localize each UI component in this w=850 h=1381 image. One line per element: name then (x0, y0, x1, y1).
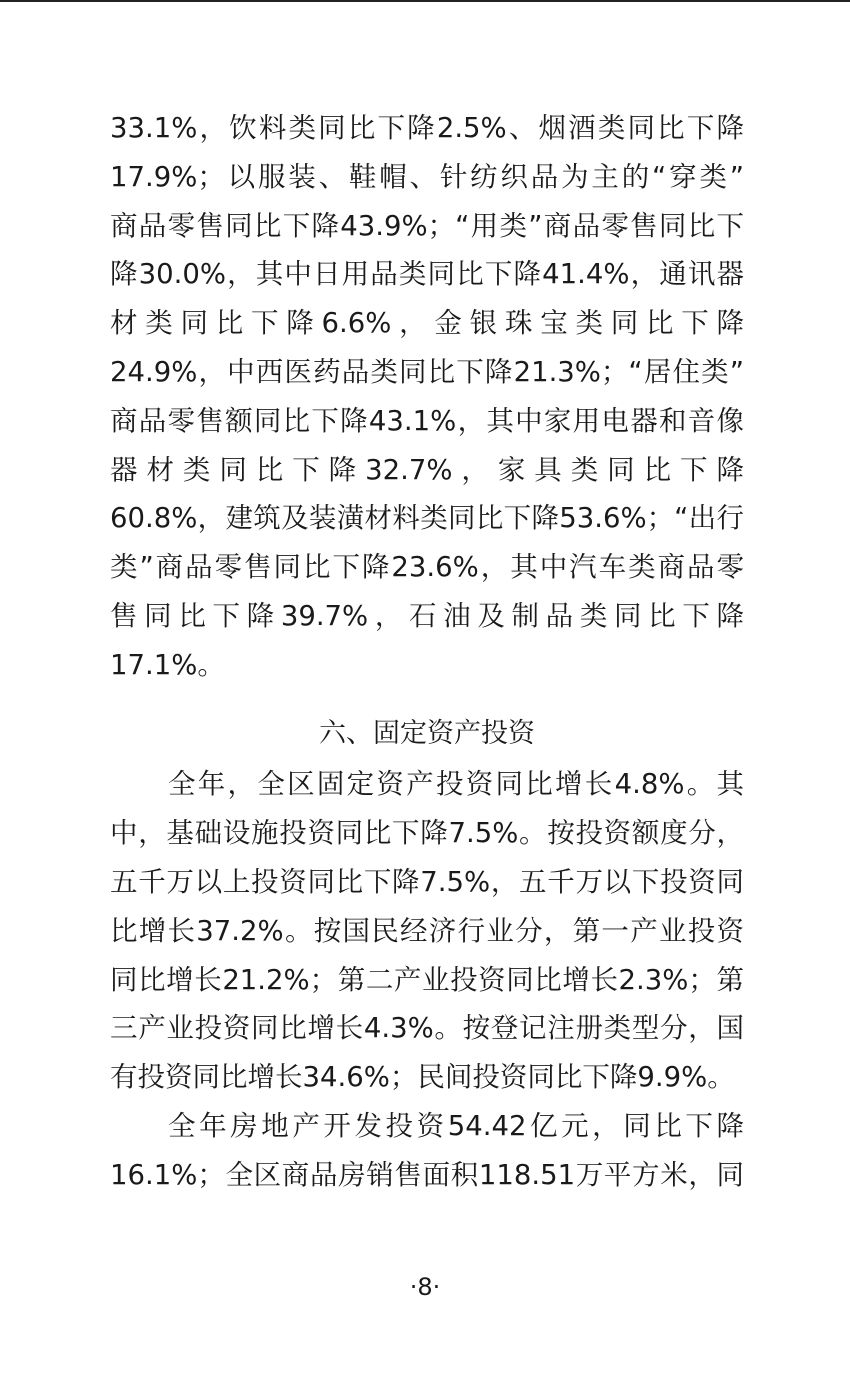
text-line: 24.9%，中西医药品类同比下降21.3%；“居住类” (110, 355, 744, 388)
text-line: 中，基础设施投资同比下降7.5%。按投资额度分， (110, 817, 744, 850)
paragraph-real-estate (110, 1102, 744, 1200)
text-line: 类”商品零售同比下降23.6%，其中汽车类商品零 (110, 551, 744, 584)
document-page-body (110, 104, 744, 1200)
text-line: 60.8%，建筑及装潢材料类同比下降53.6%；“出行 (110, 502, 744, 535)
text-line: 材类同比下降6.6%，金银珠宝类同比下降 (110, 307, 744, 340)
page-number: ·8· (409, 1273, 441, 1301)
text-line: 商品零售额同比下降43.1%，其中家用电器和音像 (110, 404, 744, 437)
text-line: 商品零售同比下降43.9%；“用类”商品零售同比下 (110, 209, 744, 242)
text-line: 器材类同比下降32.7%，家具类同比下降 (110, 453, 744, 486)
text-line: 同比增长21.2%；第二产业投资同比增长2.3%；第 (110, 963, 744, 996)
text-line: 五千万以上投资同比下降7.5%，五千万以下投资同 (110, 865, 744, 898)
text-line: 16.1%；全区商品房销售面积118.51万平方米，同 (110, 1158, 744, 1191)
text-line: 降30.0%，其中日用品类同比下降41.4%，通讯器 (110, 258, 744, 291)
text-line: 17.9%；以服装、鞋帽、针纺织品为主的“穿类” (110, 160, 744, 193)
top-border-rule (0, 0, 850, 2)
text-line: 全年，全区固定资产投资同比增长4.8%。其 (168, 768, 744, 801)
text-line: 比增长37.2%。按国民经济行业分，第一产业投资 (110, 914, 744, 947)
paragraph-fixed-asset-investment (110, 760, 744, 1102)
text-line: 17.1%。 (110, 648, 225, 681)
text-line: 售同比下降39.7%，石油及制品类同比下降 (110, 599, 744, 632)
text-line: 三产业投资同比增长4.3%。按登记注册类型分，国 (110, 1012, 744, 1045)
paragraph-retail-continued (110, 104, 744, 690)
text-line: 有投资同比增长34.6%；民间投资同比下降9.9%。 (110, 1061, 735, 1094)
section-heading: 六、固定资产投资 (319, 717, 535, 749)
text-line: 全年房地产开发投资54.42亿元，同比下降 (168, 1109, 744, 1142)
text-line: 33.1%，饮料类同比下降2.5%、烟酒类同比下降 (110, 112, 744, 144)
